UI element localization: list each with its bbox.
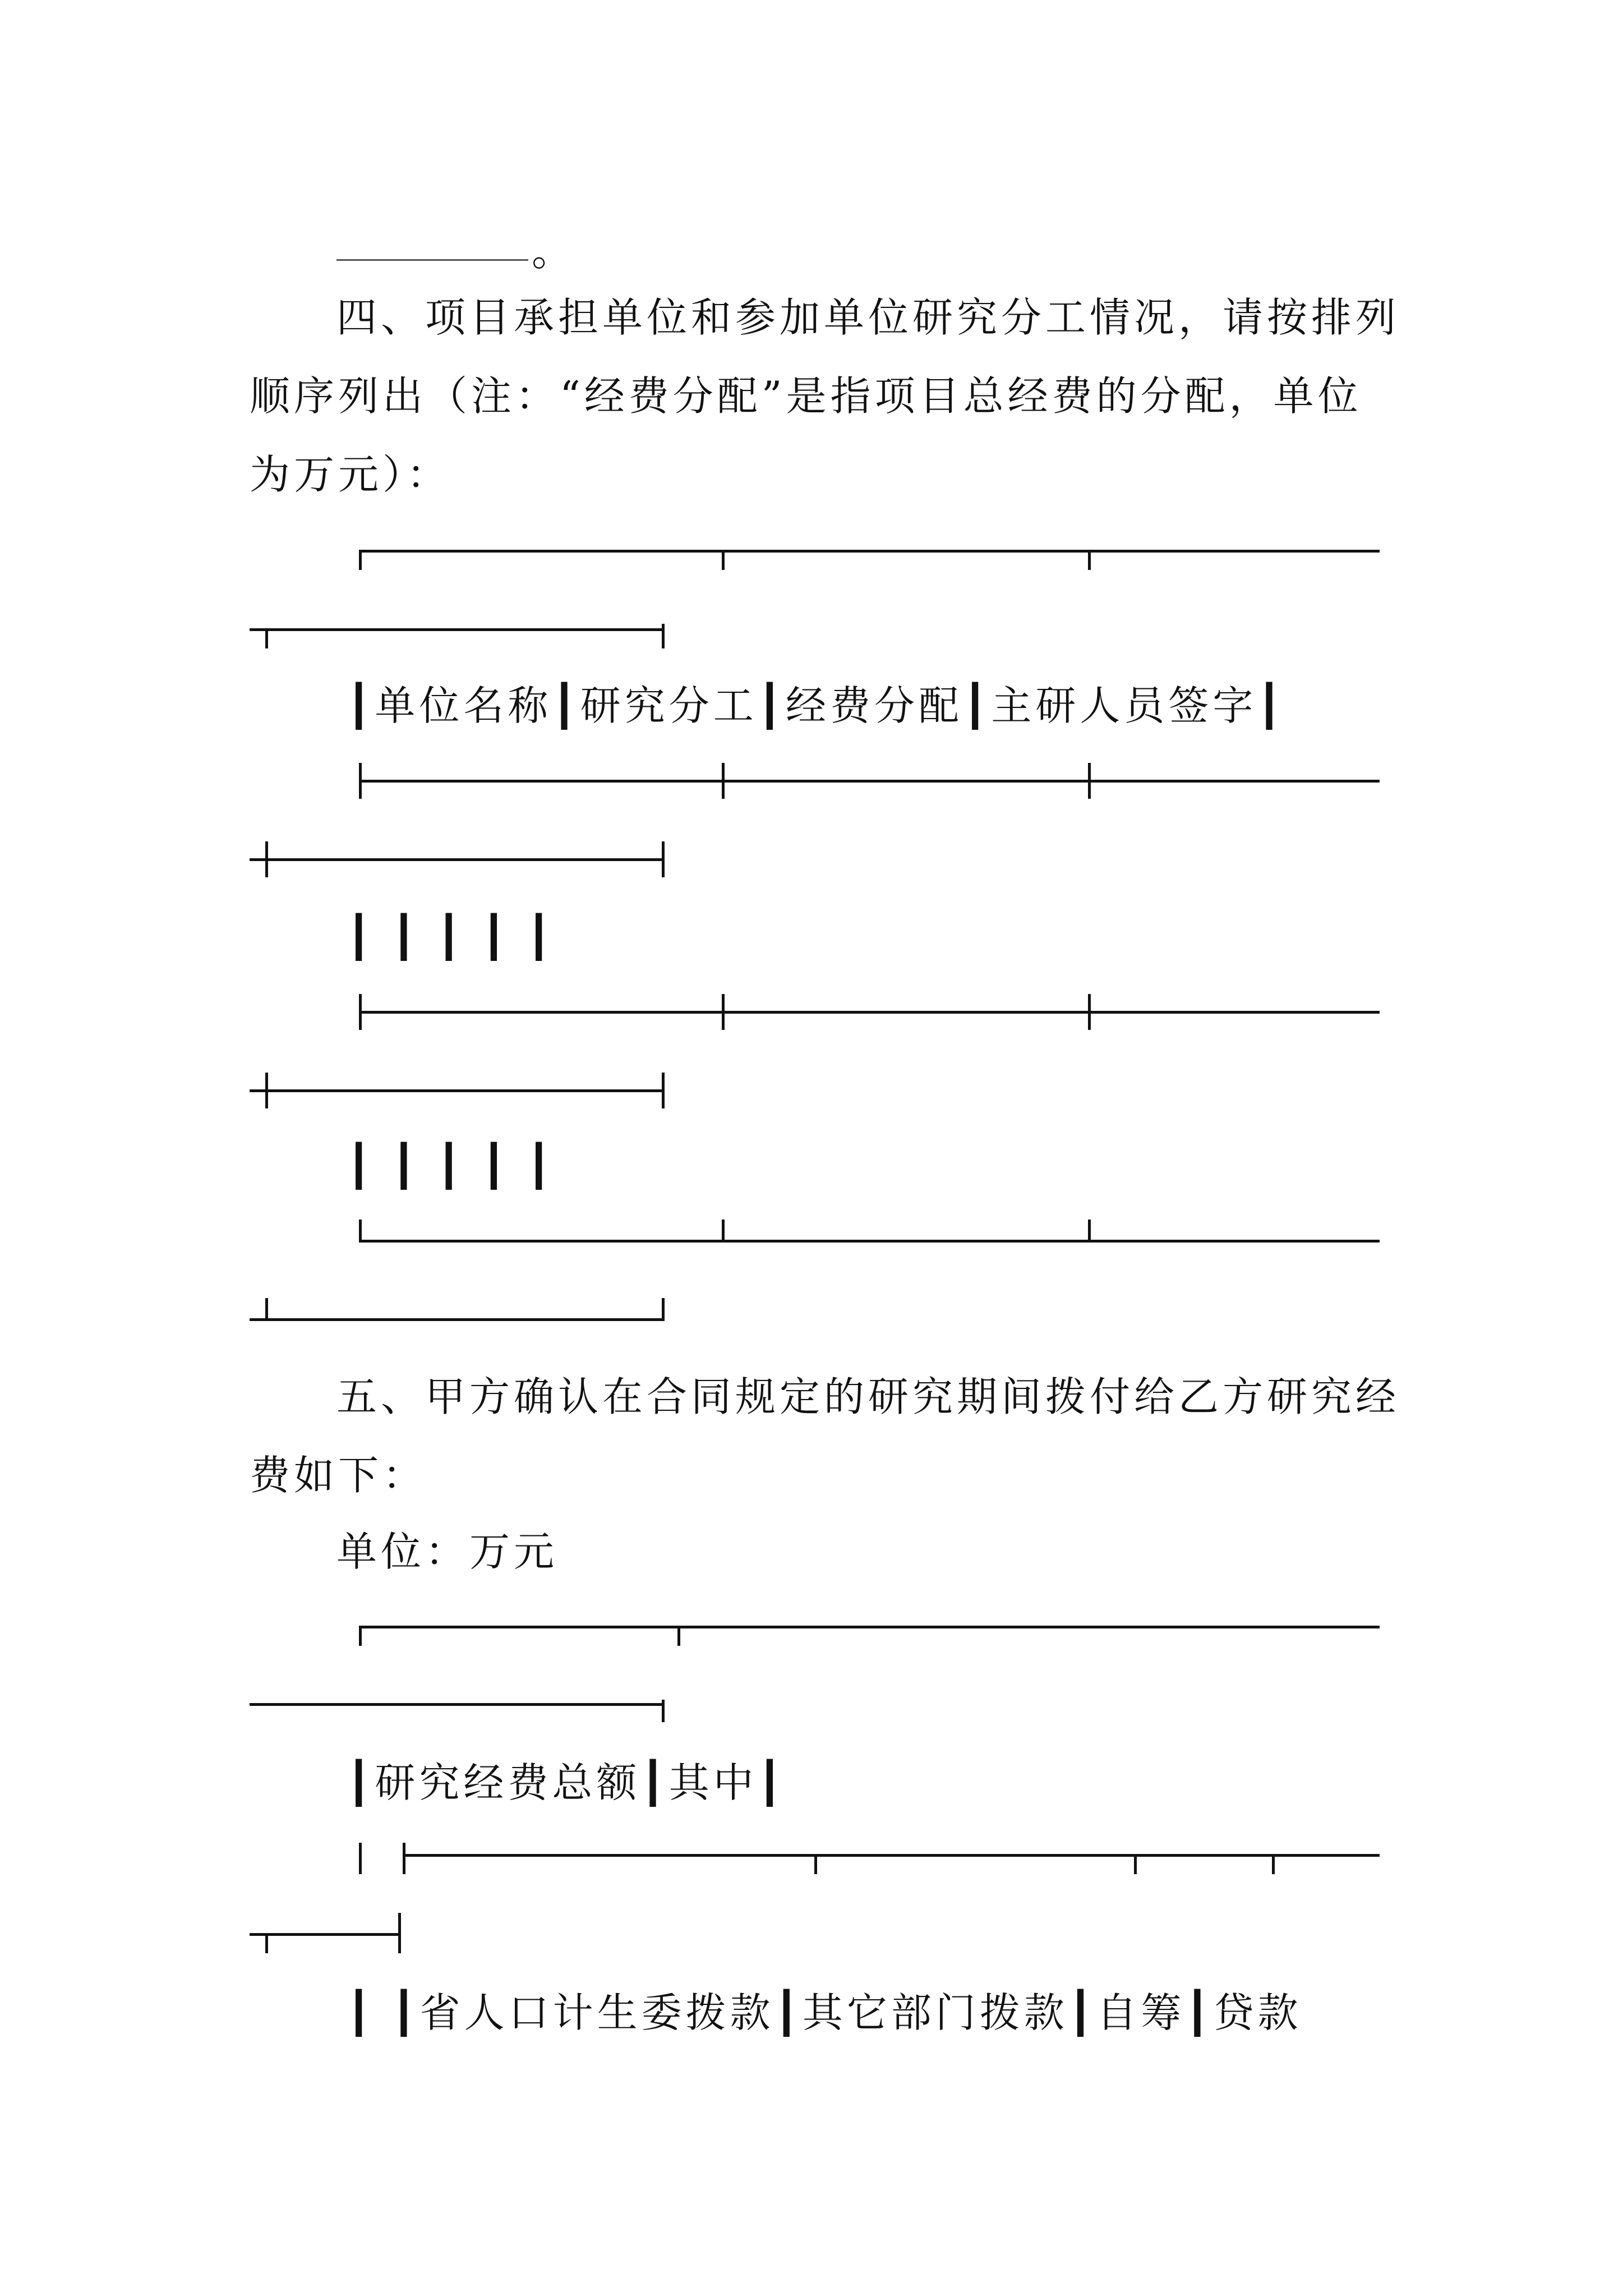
blank-underline	[336, 259, 528, 261]
trailing-period: 。	[532, 228, 573, 275]
section5-line2: 费如下：	[250, 1452, 427, 1499]
section5-unit: 单位：万元	[336, 1528, 559, 1575]
section4-line1: 四、项目承担单位和参加单位研究分工情况，请按排列	[336, 294, 1400, 341]
table1-data-row-2: ┃ ┃ ┃ ┃ ┃	[347, 1142, 555, 1189]
table2-sub-header-row: ┃ ┃省人口计生委拨款┃其它部门拨款┃自筹┃贷款	[347, 1989, 1302, 2036]
section5-line1: 五、甲方确认在合同规定的研究期间拨付给乙方研究经	[336, 1373, 1400, 1420]
section4-line2: 顺序列出（注：“经费分配”是指项目总经费的分配，单位	[250, 372, 1362, 420]
table2-header-row: ┃研究经费总额┃其中┃	[347, 1759, 786, 1806]
table1-data-row-1: ┃ ┃ ┃ ┃ ┃	[347, 913, 555, 960]
table1-header-row: ┃单位名称┃研究分工┃经费分配┃主研人员签字┃	[347, 682, 1285, 729]
section4-line3: 为万元）：	[250, 451, 451, 498]
